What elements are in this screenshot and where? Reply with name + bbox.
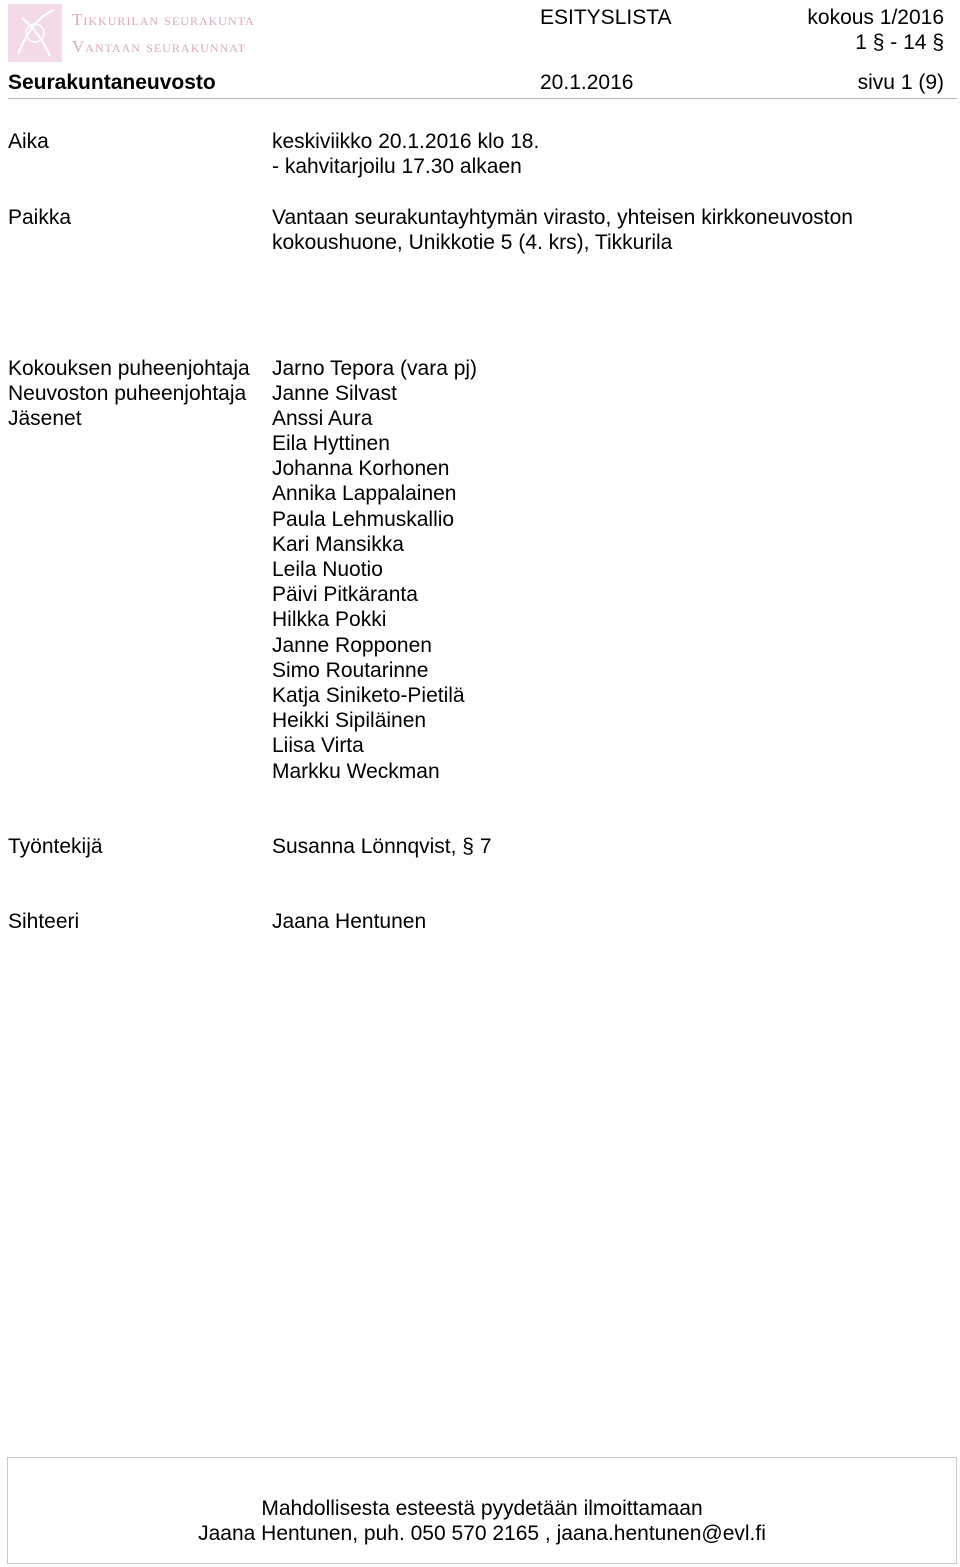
- members-label: Jäsenet: [8, 407, 82, 430]
- employee-value: Susanna Lönnqvist, § 7: [272, 835, 492, 858]
- chair-label: Kokouksen puheenjohtaja: [8, 357, 250, 380]
- logo-text-line2: Vantaan seurakunnat: [72, 37, 246, 56]
- member-list-item: Päivi Pitkäranta: [272, 583, 418, 606]
- parish-logo: [8, 4, 308, 64]
- council-chair-value: Janne Silvast: [272, 382, 397, 405]
- place-label: Paikka: [8, 206, 72, 229]
- header-divider: [8, 98, 957, 99]
- member-list-item: Leila Nuotio: [272, 558, 383, 581]
- chair-value: Jarno Tepora (vara pj): [272, 357, 478, 380]
- member-list-item: Anssi Aura: [272, 407, 373, 430]
- council-chair-label: Neuvoston puheenjohtaja: [8, 382, 247, 405]
- meeting-number: kokous 1/2016: [807, 6, 944, 29]
- secretary-value: Jaana Hentunen: [272, 910, 427, 933]
- member-list-item: Katja Siniketo-Pietilä: [272, 684, 465, 707]
- member-list-item: Annika Lappalainen: [272, 482, 457, 505]
- footer-contact-box: [7, 1457, 957, 1564]
- member-list-item: Simo Routarinne: [272, 659, 429, 682]
- member-list-item: Kari Mansikka: [272, 533, 404, 556]
- place-value-line1: Vantaan seurakuntayhtymän virasto, yhteisen kirkkoneuvoston: [272, 206, 853, 229]
- member-list-item: Eila Hyttinen: [272, 432, 390, 455]
- coffee-note: - kahvitarjoilu 17.30 alkaen: [272, 155, 522, 178]
- place-value-line2: kokoushuone, Unikkotie 5 (4. krs), Tikkurila: [272, 231, 673, 254]
- time-value: keskiviikko 20.1.2016 klo 18.: [272, 130, 540, 153]
- member-list-item: Hilkka Pokki: [272, 608, 387, 631]
- member-list-item: Liisa Virta: [272, 734, 364, 757]
- council-name: Seurakuntaneuvosto: [8, 71, 216, 94]
- logo-emblem-icon: [8, 4, 62, 62]
- page-number: sivu 1 (9): [857, 71, 944, 94]
- footer-notice: Mahdollisesta esteestä pyydetään ilmoittamaan: [261, 1497, 703, 1520]
- footer-contact: Jaana Hentunen, puh. 050 570 2165 , jaana.hentunen@evl.fi: [198, 1522, 766, 1545]
- document-type: ESITYSLISTA: [540, 6, 672, 29]
- employee-label: Työntekijä: [8, 835, 103, 858]
- meeting-date: 20.1.2016: [540, 71, 634, 94]
- member-list-item: Markku Weckman: [272, 760, 440, 783]
- member-list-item: Johanna Korhonen: [272, 457, 450, 480]
- member-list-item: Janne Ropponen: [272, 634, 432, 657]
- member-list-item: Paula Lehmuskallio: [272, 508, 455, 531]
- secretary-label: Sihteeri: [8, 910, 80, 933]
- member-list-item: Heikki Sipiläinen: [272, 709, 427, 732]
- time-label: Aika: [8, 130, 49, 153]
- logo-text-line1: Tikkurilan seurakunta: [72, 10, 255, 29]
- section-range: 1 § - 14 §: [855, 31, 944, 54]
